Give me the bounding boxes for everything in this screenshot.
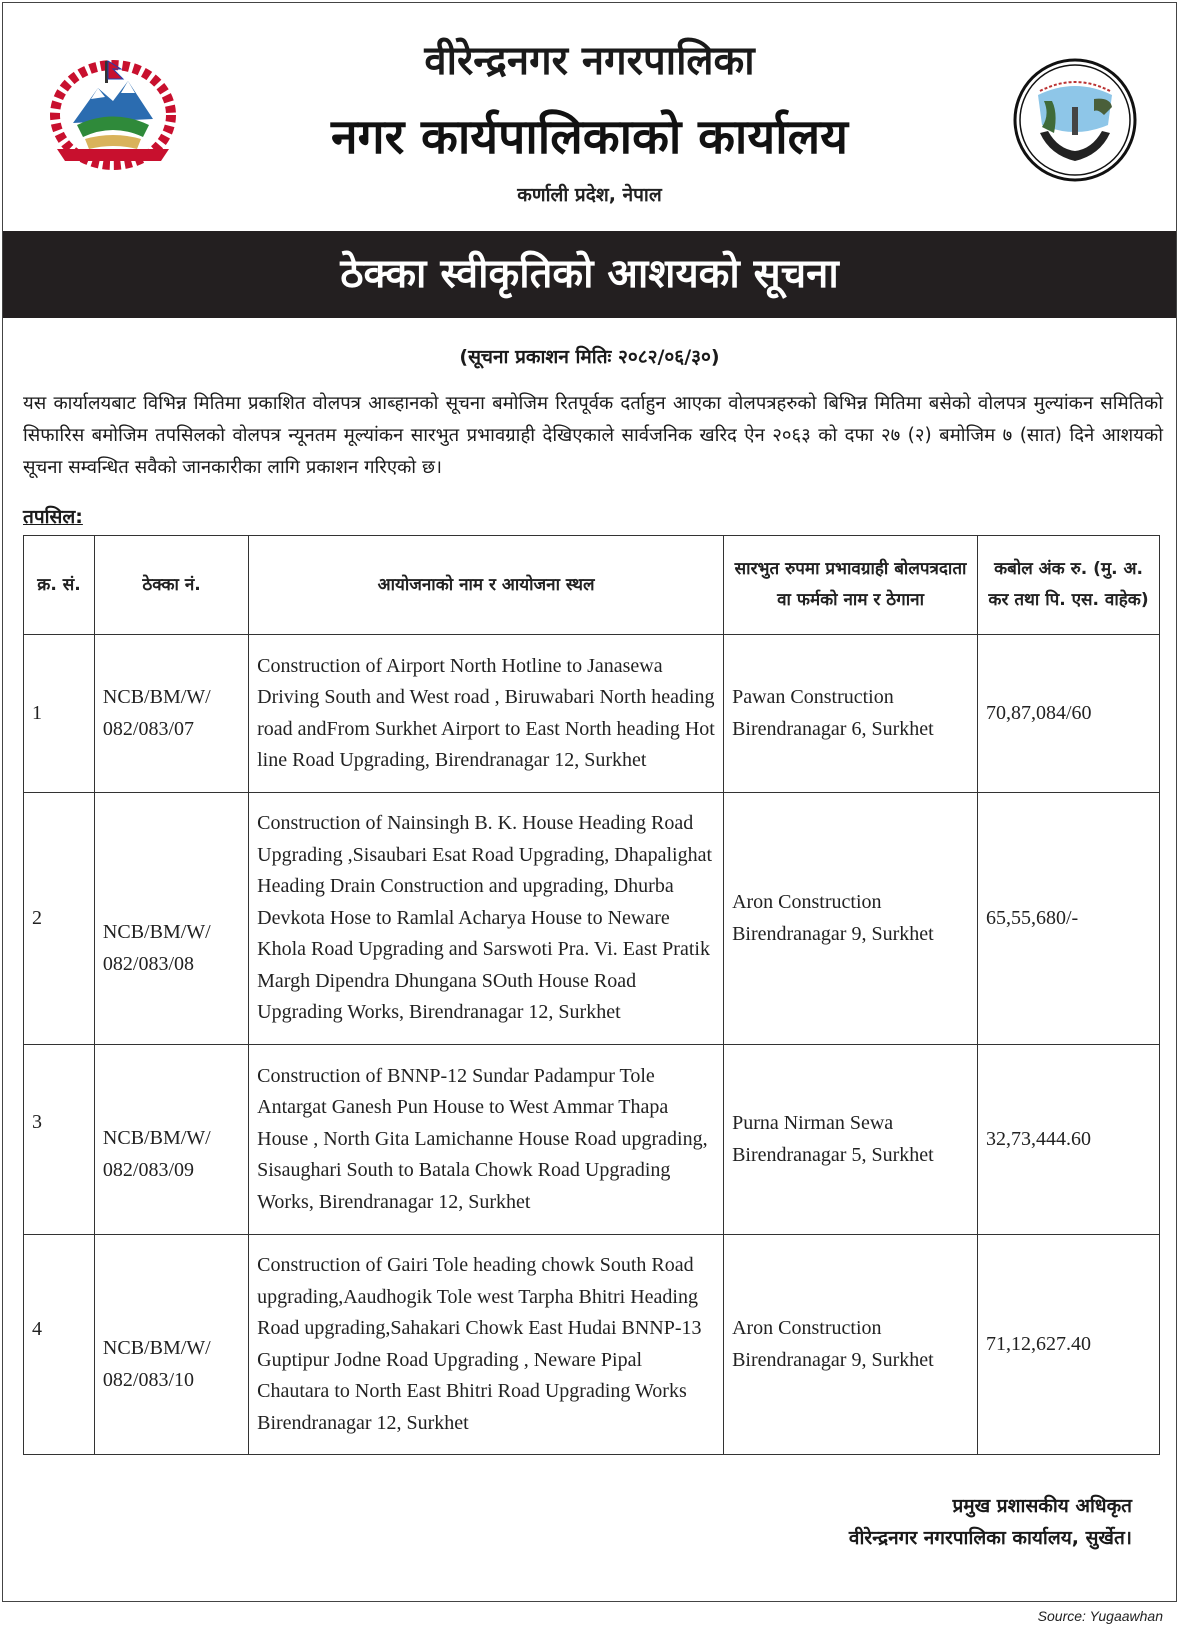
- cell-contract-number: NCB/BM/W/ 082/083/07: [94, 635, 248, 793]
- cell-bidder: Purna Nirman Sewa Birendranagar 5, Surkhet: [724, 1045, 978, 1235]
- cell-project: Construction of Gairi Tole heading chowk South Road upgrading,Aaudhogik Tole west Tarpha Bhitri Heading Road upgrading,Sahakari Chowk East Hudai BNNP-13 Guptipur Jodne Road Upgrading , Neware Pipal Chautara to North East Bhitri Road Upgrading Works Birendranagar 12, Surkhet: [249, 1235, 724, 1455]
- publication-date: (सूचना प्रकाशन मितिः २०८२/०६/३०): [459, 346, 720, 368]
- source-credit: Source: Yugaawhan: [1037, 1608, 1163, 1624]
- header-contract-number: ठेक्का नं.: [94, 536, 248, 635]
- cell-project: Construction of Nainsingh B. K. House Heading Road Upgrading ,Sisaubari Esat Road Upgrading, Dhapalighat Heading Drain Construction and upgrading, Dhurba Devkota Hose to Ramlal Acharya House to Neware Khola Road Upgrading and Sarswoti Pra. Vi. East Pratik Margh Dipendra Dhungana SOuth House Road Upgrading Works, Birendranagar 12, Surkhet: [249, 793, 724, 1045]
- municipality-name: वीरेन्द्रनगर नगरपालिका: [424, 38, 755, 84]
- cell-project: Construction of BNNP-12 Sundar Padampur Tole Antargat Ganesh Pun House to West Ammar Thapa House , North Gita Lamichanne House Road upgrading, Sisaughari South to Batala Chowk Road Upgrading Works, Birendranagar 12, Surkhet: [249, 1045, 724, 1235]
- cell-bidder: Aron Construction Birendranagar 9, Surkhet: [724, 793, 978, 1045]
- details-label: तपसिल:: [23, 506, 83, 528]
- cell-serial-number: 4: [24, 1235, 95, 1455]
- table-row: [24, 1045, 1160, 1235]
- cell-bid-amount: 32,73,444.60: [978, 1045, 1160, 1235]
- office-location: कर्णाली प्रदेश, नेपाल: [517, 184, 662, 206]
- table-row: [24, 1235, 1160, 1455]
- contracts-table: [23, 535, 1160, 1455]
- cell-serial-number: 3: [24, 1045, 95, 1235]
- cell-contract-number: NCB/BM/W/ 082/083/08: [94, 793, 248, 1045]
- cell-contract-number: NCB/BM/W/ 082/083/10: [94, 1235, 248, 1455]
- header-bidder: सारभुत रुपमा प्रभावग्राही बोलपत्रदाता वा फर्मको नाम र ठेगाना: [724, 536, 978, 635]
- header-project-name: आयोजनाको नाम र आयोजना स्थल: [249, 536, 724, 635]
- notice-title-banner: ठेक्का स्वीकृतिको आशयको सूचना: [3, 231, 1176, 318]
- table-header-row: [24, 536, 1160, 635]
- cell-project: Construction of Airport North Hotline to Janasewa Driving South and West road , Biruwabari North heading road andFrom Surkhet Airport to East North heading Hot line Road Upgrading, Birendranagar 12, Surkhet: [249, 635, 724, 793]
- municipality-logo-icon: [1010, 55, 1140, 185]
- cell-bid-amount: 71,12,627.40: [978, 1235, 1160, 1455]
- notice-body-text: यस कार्यालयबाट विभिन्न मितिमा प्रकाशित वोलपत्र आब्हानको सूचना बमोजिम रितपूर्वक दर्ताहुन आएका वोलपत्रहरुको बिभिन्न मितिमा बसेको वोलपत्र मुल्यांकन समितिको सिफारिस बमोजिम तपसिलको वोलपत्र न्यूनतम मूल्यांकन सारभुत प्रभावग्राही देखिएकाले सार्वजनिक खरिद ऐन २०६३ को दफा २७ (२) बमोजिम ७ (सात) दिने आशयको सूचना सम्वन्धित सवैको जानकारीका लागि प्रकाशन गरिएको छ।: [23, 393, 1163, 478]
- table-row: [24, 635, 1160, 793]
- signatory-title: प्रमुख प्रशासकीय अधिकृत: [952, 1495, 1132, 1517]
- office-name: नगर कार्यपालिकाको कार्यालय: [330, 109, 849, 165]
- cell-bid-amount: 70,87,084/60: [978, 635, 1160, 793]
- cell-bid-amount: 65,55,680/-: [978, 793, 1160, 1045]
- header-bid-amount: कबोल अंक रु. (मु. अ. कर तथा पि. एस. वाहेक): [978, 536, 1160, 635]
- cell-serial-number: 1: [24, 635, 95, 793]
- cell-serial-number: 2: [24, 793, 95, 1045]
- cell-bidder: Pawan Construction Birendranagar 6, Surkhet: [724, 635, 978, 793]
- notice-header: [3, 3, 1176, 229]
- signature-block: [849, 1490, 1132, 1554]
- notice-page: [2, 2, 1177, 1602]
- signatory-office: वीरेन्द्रनगर नगरपालिका कार्यालय, सुर्खेत।: [848, 1527, 1132, 1549]
- header-serial-number: क्र. सं.: [24, 536, 95, 635]
- cell-contract-number: NCB/BM/W/ 082/083/09: [94, 1045, 248, 1235]
- cell-bidder: Aron Construction Birendranagar 9, Surkhet: [724, 1235, 978, 1455]
- table-row: [24, 793, 1160, 1045]
